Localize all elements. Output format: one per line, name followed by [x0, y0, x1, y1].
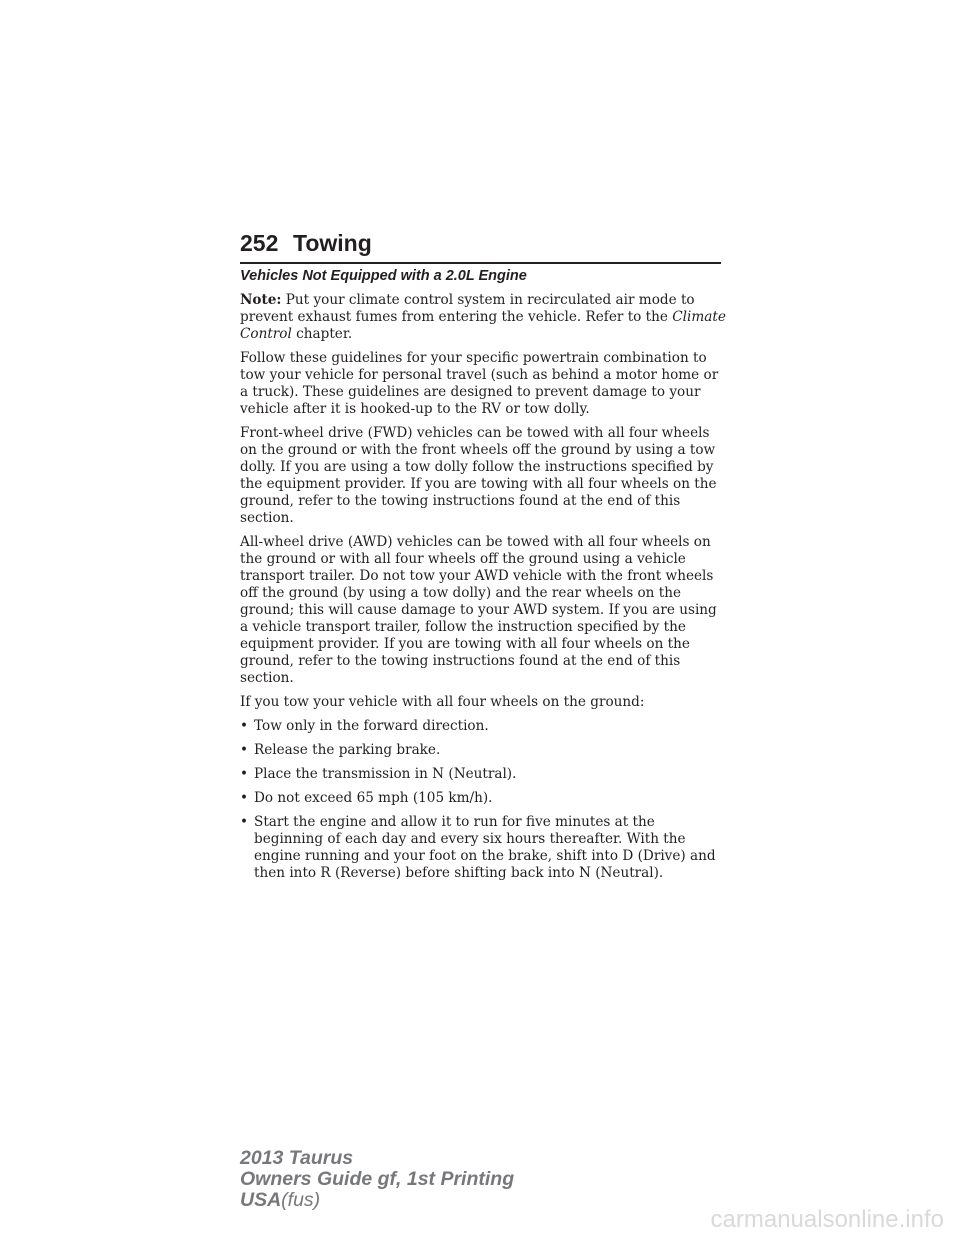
- list-item: [240, 766, 726, 783]
- chapter-title: Towing: [293, 230, 372, 256]
- list-item: [240, 718, 726, 735]
- bullet-symbol: •: [240, 790, 249, 806]
- note-label: Note:: [240, 292, 282, 308]
- section-heading: Vehicles Not Equipped with a 2.0L Engine: [240, 268, 527, 284]
- note-text-end: chapter.: [291, 326, 353, 342]
- page-footer: [240, 1148, 514, 1211]
- footer-region: [240, 1190, 514, 1211]
- note-paragraph: [240, 292, 726, 343]
- list-item: [240, 814, 726, 882]
- footer-model: 2013 Taurus: [240, 1147, 354, 1169]
- page-header: [240, 230, 721, 264]
- paragraph-guidelines: Follow these guidelines for your specific powertrain combination to tow your vehicle for personal travel (such as behind a motor home or a truck). These guidelines are designed to prevent damage to your vehicle after it is hooked-up to the RV or tow dolly.: [240, 350, 719, 417]
- list-item-text: Tow only in the forward direction.: [254, 718, 489, 734]
- page-content: [240, 268, 726, 889]
- bullet-symbol: •: [240, 742, 249, 758]
- bullet-symbol: •: [240, 718, 249, 734]
- towing-bullet-list: [240, 718, 726, 882]
- page-number: 252: [240, 230, 279, 256]
- footer-region-code: (fus): [281, 1189, 321, 1211]
- footer-region-main: USA: [240, 1189, 282, 1211]
- paragraph-four-wheels-intro: If you tow your vehicle with all four wheels on the ground:: [240, 694, 645, 710]
- note-text: Put your climate control system in recirculated air mode to prevent exhaust fumes from entering the vehicle. Refer to the: [240, 292, 695, 325]
- list-item-text: Start the engine and allow it to run for five minutes at the beginning of each day and every six hours thereafter. With the engine running and your foot on the brake, shift into D (Drive) and then into R (Reverse) before shifting back into N (Neutral).: [254, 814, 716, 881]
- list-item-text: Do not exceed 65 mph (105 km/h).: [254, 790, 493, 806]
- paragraph-awd: All-wheel drive (AWD) vehicles can be towed with all four wheels on the ground or with all four wheels off the ground using a vehicle transport trailer. Do not tow your AWD vehicle with the front wheels off the ground (by using a tow dolly) and the rear wheels on the ground; this will cause damage to your AWD system. If you are using a vehicle transport trailer, follow the instruction specified by the equipment provider. If you are towing with all four wheels on the ground, refer to the towing instructions found at the end of this section.: [240, 534, 717, 686]
- footer-guide: Owners Guide gf, 1st Printing: [240, 1168, 515, 1190]
- list-item-text: Release the parking brake.: [254, 742, 441, 758]
- list-item-text: Place the transmission in N (Neutral).: [254, 766, 517, 782]
- climate-control-reference: Climate Control: [240, 309, 726, 342]
- list-item: [240, 790, 726, 807]
- list-item: [240, 742, 726, 759]
- bullet-symbol: •: [240, 814, 249, 830]
- watermark: carmanualsonline.info: [710, 1206, 944, 1233]
- bullet-symbol: •: [240, 766, 249, 782]
- paragraph-fwd: Front-wheel drive (FWD) vehicles can be towed with all four wheels on the ground or with the front wheels off the ground by using a tow dolly. If you are using a tow dolly follow the instructions specified by the equipment provider. If you are towing with all four wheels on the ground, refer to the towing instructions found at the end of this section.: [240, 425, 717, 526]
